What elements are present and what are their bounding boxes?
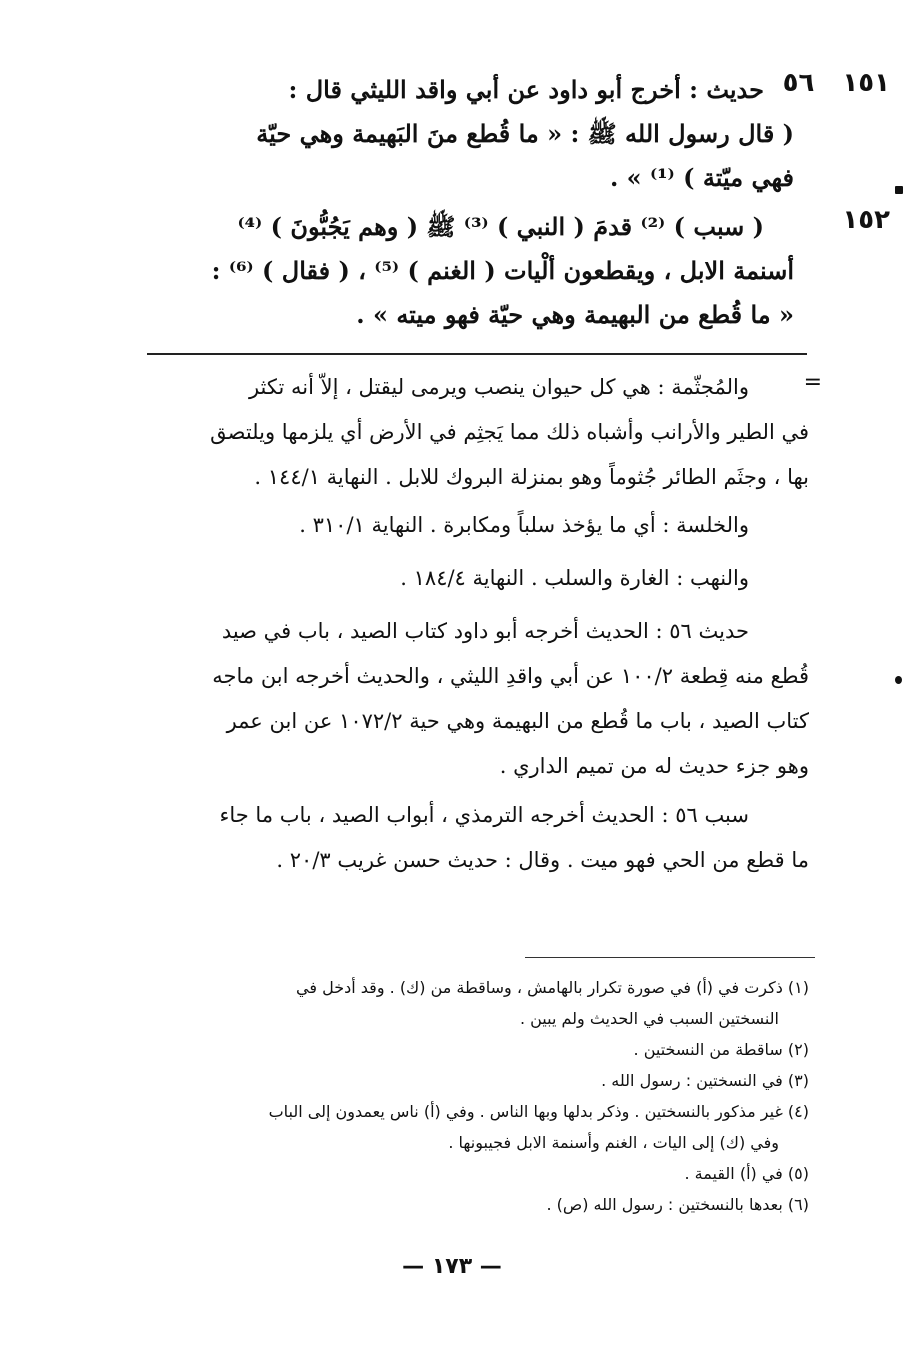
hadith-line: فهي ميّتة ) ⁽¹⁾ » . [609,163,794,192]
footnote-line: النسختين السبب في الحديث ولم يبين . [519,1009,779,1028]
entry-numbers [782,68,890,98]
commentary-line: كتاب الصيد ، باب ما قُطع من البهيمة وهي حية ١٠٧٢/٢ عن ابن عمر [226,709,809,733]
entry-number: ١٥١ [842,68,890,98]
footnote-line: وفي (ك) إلى اليات ، الغنم وأسنمة الابل فجيبونها . [448,1133,779,1152]
commentary-line: وهو جزء حديث له من تميم الداري . [499,754,809,778]
commentary-line: بها ، وجثَم الطائر جُثوماً وهو بمنزلة البروك للابل . النهاية ١٤٤/١ . [254,465,809,489]
entry-numbers [794,205,890,235]
commentary-paragraph [149,556,809,601]
hadith-entry-151 [126,68,890,200]
hadith-line: أسنمة الابل ، ويقطعون ألْيات ( الغنم ) ⁽⁵⁾ ، ( فقال ) ⁽⁶⁾ : [211,256,794,285]
commentary-line: ما قطع من الحي فهو ميت . وقال : حديث حسن غريب ٢٠/٣ . [276,848,809,872]
footnote-line: (٣) في النسختين : رسول الله . [601,1071,809,1090]
footnote-line: (١) ذكرت في (أ) في صورة تكرار بالهامش ، وساقطة من (ك) . وقد أدخل في [296,978,809,997]
commentary-line: حديث ٥٦ : الحديث أخرجه أبو داود كتاب الصيد ، باب في صيد [221,619,749,643]
footnote-line: (٦) بعدها بالنسختين : رسول الله (ص) . [546,1195,809,1214]
scan-mark [895,676,902,684]
scan-mark [895,186,903,194]
hadith-line: ( قال رسول الله ﷺ : « ما قُطع منَ البَهيمة وهي حيّة [256,119,794,148]
commentary-line: في الطير والأرانب وأشباه ذلك مما يَجثِم في الأرض أي يلزمها ويلتصق [210,420,809,444]
footnote-line: (٥) في (أ) القيمة . [684,1164,809,1183]
page-number: — ١٧٣ — [402,1254,502,1279]
commentary-paragraph [149,503,809,548]
footnote-line: (٢) ساقطة من النسختين . [633,1040,809,1059]
footnote-divider [525,957,815,958]
section-divider [147,353,807,355]
hadith-line: ( سبب ) ⁽²⁾ قدمَ ( النبي ) ⁽³⁾ ﷺ ( وهم يَجُبُّونَ ) ⁽⁴⁾ [237,212,764,241]
hadith-entry-152 [126,205,890,337]
commentary-paragraph [149,793,809,883]
continuation-mark: = [803,370,822,395]
hadith-line: « ما قُطع من البهيمة وهي حيّة فهو ميته » . [356,300,794,329]
footnote-line: (٤) غير مذكور بالنسختين . وذكر بدلها وبها الناس . وفي (أ) ناس يعمدون إلى الباب [268,1102,809,1121]
commentary-line: والنهب : الغارة والسلب . النهاية ١٨٤/٤ . [400,566,749,590]
commentary-line: قُطع منه قِطعة ١٠٠/٢ عن أبي واقدِ الليثي ، والحديث أخرجه ابن ماجه [212,664,809,688]
commentary-line: والمُجثّمة : هي كل حيوان ينصب ويرمى ليقتل ، إلاّ أنه تكثر [248,375,749,399]
hadith-line: حديث : أخرج أبو داود عن أبي واقد الليثي قال : [288,75,764,104]
commentary-paragraph [149,609,809,789]
hadith-number: ٥٦ [782,68,815,98]
commentary-line: سبب ٥٦ : الحديث أخرجه الترمذي ، أبواب الصيد ، باب ما جاء [219,803,749,827]
entry-number: ١٥٢ [842,205,890,235]
footnotes [154,972,809,1220]
commentary-line: والخلسة : أي ما يؤخذ سلباً ومكابرة . النهاية ٣١٠/١ . [299,513,749,537]
commentary-paragraph [149,365,809,500]
